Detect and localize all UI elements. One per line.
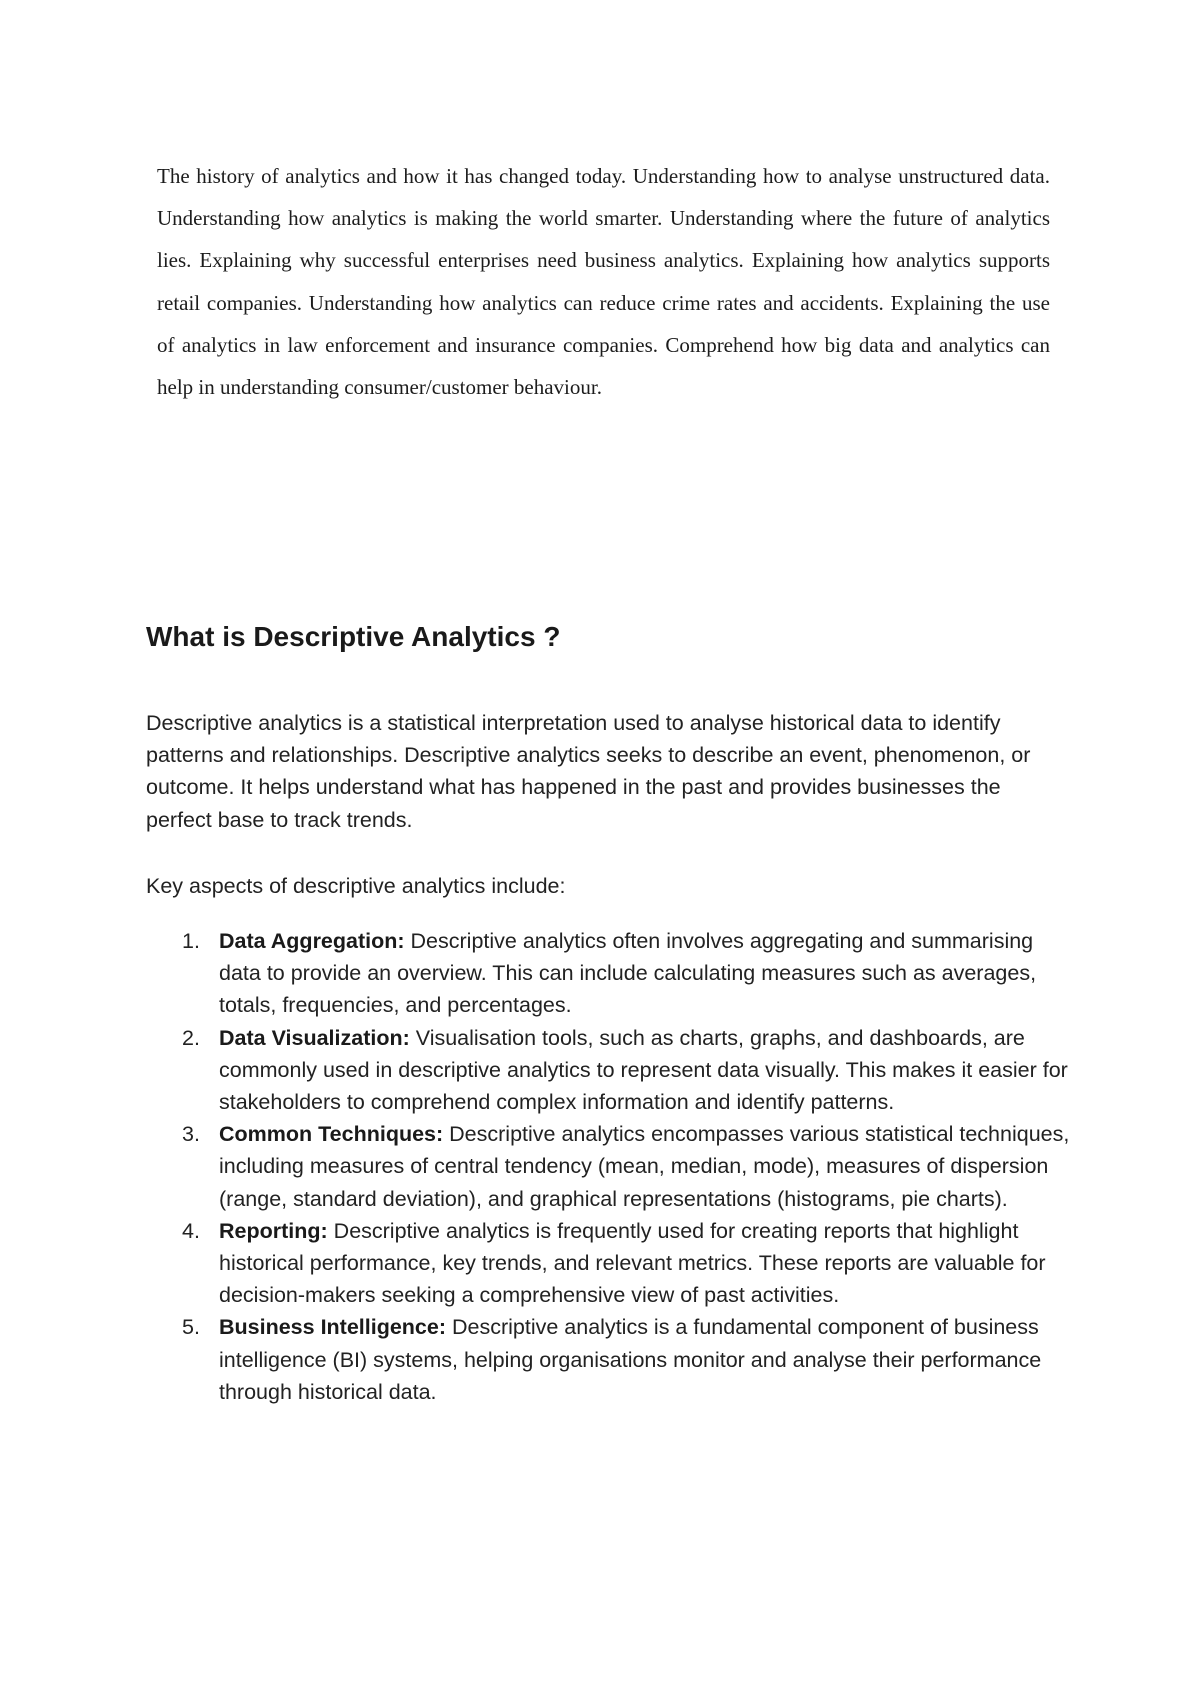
list-item-number: 5. xyxy=(182,1315,200,1340)
list-item-number: 1. xyxy=(182,929,200,953)
list-item xyxy=(146,1311,1076,1408)
list-item-text: Descriptive analytics often involves aggregating and summarising data to provide an overview. This can include calculating measures such as averages, totals, frequencies, and percentages. xyxy=(219,929,1037,1018)
list-item-text: Descriptive analytics is frequently used for creating reports that highlight historical performance, key trends, and relevant metrics. These reports are valuable for decision-makers seeking a comprehensive view of past activities. xyxy=(219,1218,1046,1308)
list-item-term: Data Aggregation: xyxy=(219,929,405,953)
list-item-term: Data Visualization: xyxy=(219,1025,410,1050)
key-aspects-intro: Key aspects of descriptive analytics include: xyxy=(146,874,566,898)
description-paragraph: Descriptive analytics is a statistical interpretation used to analyse historical data to identify patterns and relationships. Descriptive analytics seeks to describe an event, phenomenon, or outcome. It helps understand what has happened in the past and provides businesses the perfect base to track trends. xyxy=(146,711,1031,832)
list-item-term: Common Techniques: xyxy=(219,1122,444,1147)
key-aspects-list xyxy=(146,925,1076,1408)
intro-paragraph: The history of analytics and how it has changed today. Understanding how to analyse unstructured data. Understanding how analytics is making the world smarter. Understanding where the future of analytics lies. Explaining why successful enterprises need business analytics. Explaining how analytics supports retail companies. Understanding how analytics can reduce crime rates and accidents. Explaining the use of analytics in law enforcement and insurance companies. Comprehend how big data and analytics can help in understanding consumer/customer behaviour. xyxy=(157,164,1050,400)
list-item-term: Reporting: xyxy=(219,1218,328,1243)
section-heading: What is Descriptive Analytics ? xyxy=(146,621,561,652)
list-item xyxy=(146,1215,1076,1312)
list-item-term: Business Intelligence: xyxy=(219,1315,447,1340)
list-item xyxy=(146,1118,1076,1215)
list-item-number: 2. xyxy=(182,1025,200,1050)
list-item-text: Visualisation tools, such as charts, graphs, and dashboards, are commonly used in descriptive analytics to represent data visually. This makes it easier for stakeholders to comprehend complex information and identify patterns. xyxy=(219,1025,1068,1115)
list-item-number: 4. xyxy=(182,1218,200,1243)
list-item xyxy=(146,1022,1076,1119)
list-item-text: Descriptive analytics encompasses various statistical techniques, including measures of central tendency (mean, median, mode), measures of dispersion (range, standard deviation), and graphical representations (histograms, pie charts). xyxy=(219,1122,1070,1211)
list-item xyxy=(146,925,1076,1022)
list-item-number: 3. xyxy=(182,1122,200,1147)
list-item-text: Descriptive analytics is a fundamental component of business intelligence (BI) systems, helping organisations monitor and analyse their performance through historical data. xyxy=(219,1315,1042,1404)
